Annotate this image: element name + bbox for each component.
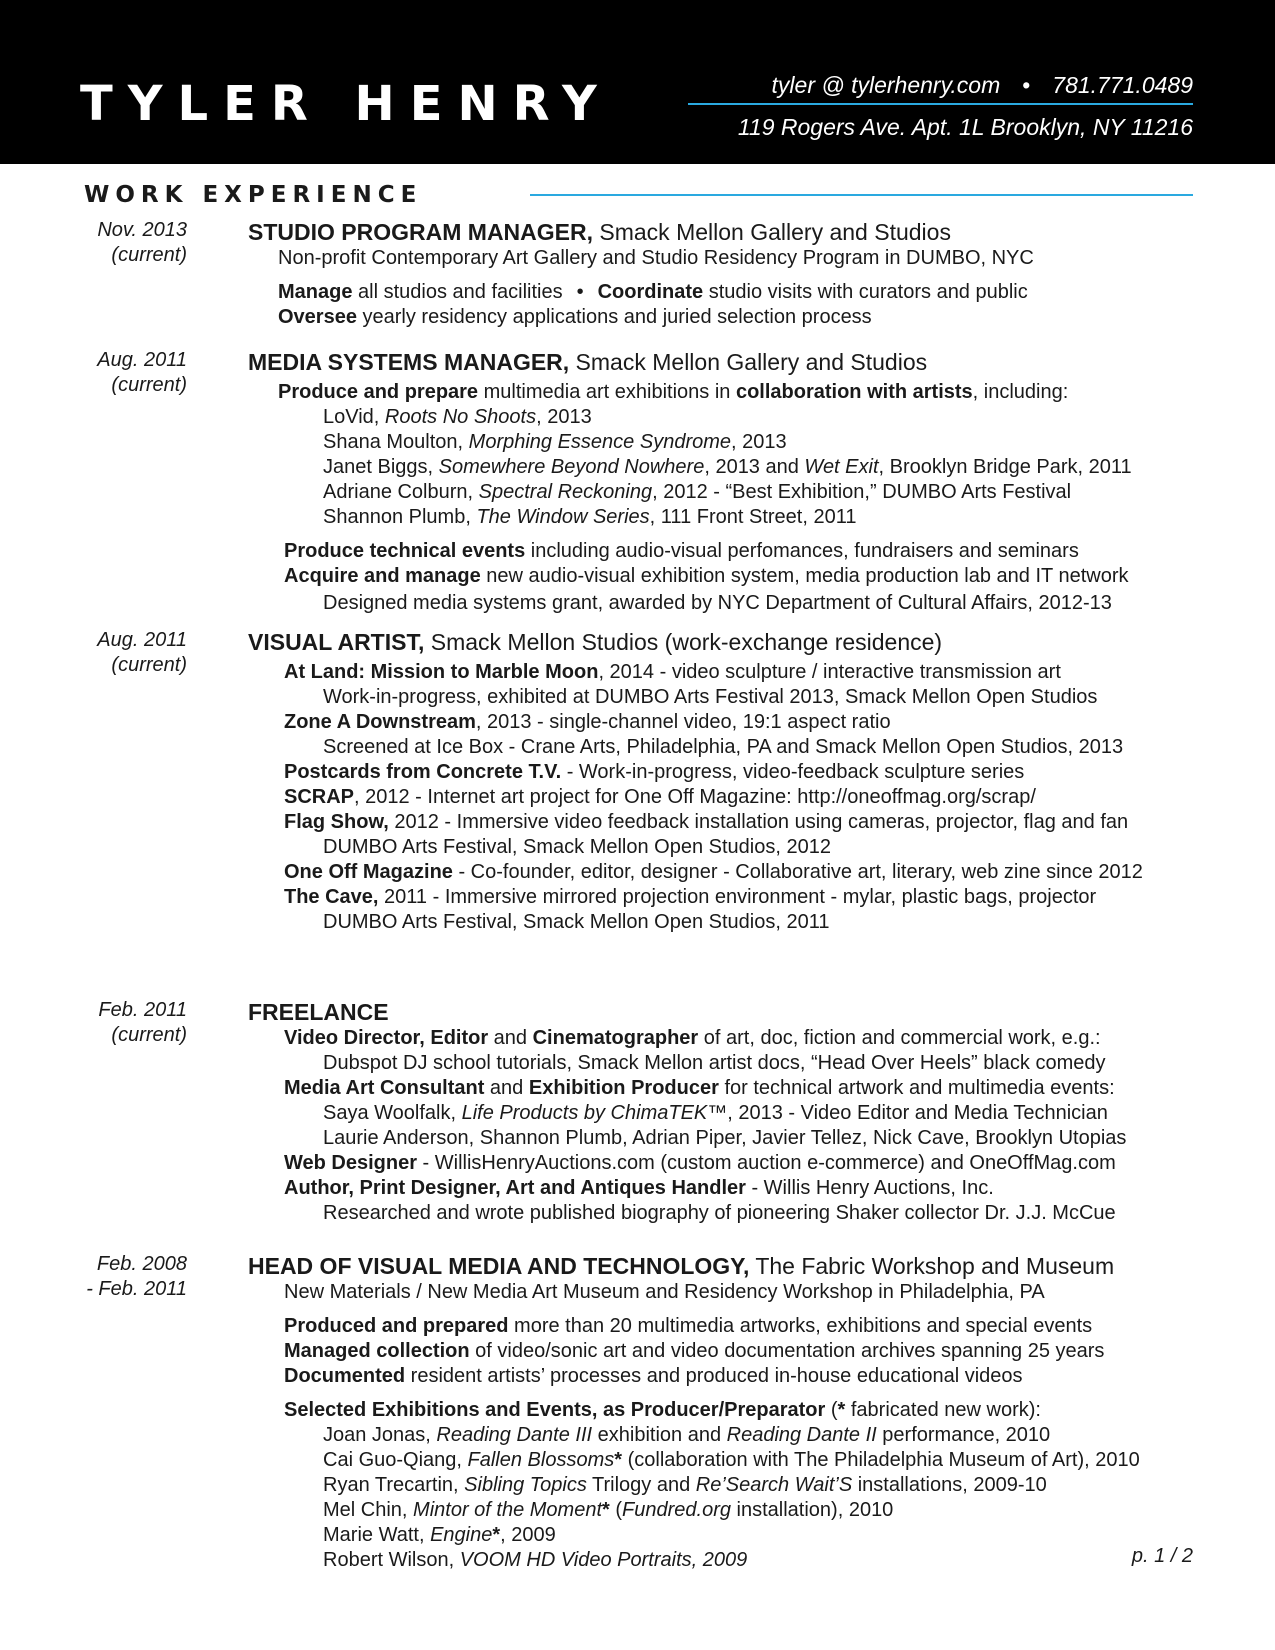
job-org: Smack Mellon Studios (work-exchange residence) (424, 629, 943, 655)
duty-subline: Laurie Anderson, Shannon Plumb, Adrian Piper, Javier Tellez, Nick Cave, Brooklyn Utopias (323, 1127, 1127, 1149)
selected-exhibitions-heading: Selected Exhibitions and Events, as Producer/Preparator (* fabricated new work): (284, 1399, 1041, 1421)
duty-subline: Designed media systems grant, awarded by NYC Department of Cultural Affairs, 2012-13 (323, 592, 1112, 614)
job-description: New Materials / New Media Art Museum and Residency Workshop in Philadelphia, PA (284, 1281, 1045, 1303)
exhibition-item: Shana Moulton, Morphing Essence Syndrome, 2013 (323, 431, 787, 453)
duty-subline: Saya Woolfalk, Life Products by ChimaTEK™, 2013 - Video Editor and Media Technician (323, 1102, 1108, 1124)
date-end: (current) (111, 654, 187, 676)
job-role: MEDIA SYSTEMS MANAGER, (248, 349, 570, 375)
header-rule (688, 103, 1193, 105)
artwork-item: Postcards from Concrete T.V. - Work-in-progress, video-feedback sculpture series (284, 761, 1025, 783)
job-role: HEAD OF VISUAL MEDIA AND TECHNOLOGY, (248, 1253, 750, 1279)
job-org: Smack Mellon Gallery and Studios (569, 349, 928, 375)
duty-line: Video Director, Editor and Cinematographer of art, doc, fiction and commercial work, e.g.: (284, 1027, 1101, 1049)
section-title: WORK EXPERIENCE (84, 182, 423, 208)
exhibition-item: Joan Jonas, Reading Dante III exhibition and Reading Dante II performance, 2010 (323, 1424, 1051, 1446)
duty-line (248, 305, 1208, 330)
duty-line: Produced and prepared more than 20 multimedia artworks, exhibitions and special events (284, 1315, 1093, 1337)
duty-subline: Researched and wrote published biography of pioneering Shaker collector Dr. J.J. McCue (323, 1202, 1116, 1224)
duty-bold: Coordinate (597, 281, 704, 303)
duty-text: multimedia art exhibitions in (478, 381, 736, 403)
exhibition-item: Robert Wilson, VOOM HD Video Portraits, 2009 (323, 1549, 748, 1571)
job-date (27, 348, 187, 398)
job-role: VISUAL ARTIST, (248, 629, 425, 655)
job-description: Non-profit Contemporary Art Gallery and Studio Residency Program in DUMBO, NYC (278, 247, 1034, 269)
duty-line (248, 280, 1208, 305)
date-start: Feb. 2011 (98, 999, 187, 1021)
job-org: The Fabric Workshop and Museum (749, 1253, 1115, 1279)
duty-text: all studios and facilities (352, 281, 563, 303)
duty-bold: Produce and prepare (278, 381, 479, 403)
candidate-name: TYLER HENRY (80, 76, 612, 132)
exhibition-item: Ryan Trecartin, Sibling Topics Trilogy and Re’Search Wait’S installations, 2009-10 (323, 1474, 1047, 1496)
artwork-detail: DUMBO Arts Festival, Smack Mellon Open Studios, 2012 (323, 836, 831, 858)
job-date (27, 1252, 187, 1302)
job-role: STUDIO PROGRAM MANAGER, (248, 219, 593, 245)
exhibition-item: Cai Guo-Qiang, Fallen Blossoms* (collaboration with The Philadelphia Museum of Art), 2010 (323, 1449, 1140, 1471)
duty-line: Web Designer - WillisHenryAuctions.com (custom auction e-commerce) and OneOffMag.com (284, 1152, 1116, 1174)
resume-header (0, 0, 1275, 164)
bullet: • (576, 281, 584, 303)
duty-bold: Oversee (278, 306, 357, 328)
exhibition-item: Janet Biggs, Somewhere Beyond Nowhere, 2013 and Wet Exit, Brooklyn Bridge Park, 2011 (323, 456, 1132, 478)
section-rule (530, 194, 1193, 196)
artwork-item: Flag Show, 2012 - Immersive video feedback installation using cameras, projector, flag and fan (284, 811, 1129, 833)
date-end: (current) (111, 1024, 187, 1046)
artwork-detail: Work-in-progress, exhibited at DUMBO Arts Festival 2013, Smack Mellon Open Studios (323, 686, 1098, 708)
duty-line: Author, Print Designer, Art and Antiques Handler - Willis Henry Auctions, Inc. (284, 1177, 994, 1199)
duty-line: Acquire and manage new audio-visual exhibition system, media production lab and IT network (284, 565, 1129, 587)
duty-bold: collaboration with artists (735, 381, 973, 403)
job-date (27, 628, 187, 678)
date-start: Feb. 2008 (96, 1253, 187, 1275)
page-number: p. 1 / 2 (1131, 1545, 1193, 1567)
job-body (248, 218, 1208, 330)
date-start: Aug. 2011 (97, 629, 187, 651)
date-end: (current) (111, 244, 187, 266)
artwork-item: SCRAP, 2012 - Internet art project for One Off Magazine: http://oneoffmag.org/scrap/ (284, 786, 1036, 808)
date-end: - Feb. 2011 (86, 1278, 187, 1300)
artwork-item: The Cave, 2011 - Immersive mirrored projection environment - mylar, plastic bags, projector (284, 886, 1097, 908)
job-date (27, 218, 187, 268)
separator-dot: • (1022, 72, 1031, 98)
artwork-detail: Screened at Ice Box - Crane Arts, Philadelphia, PA and Smack Mellon Open Studios, 2013 (323, 736, 1124, 758)
job-title (248, 628, 1208, 656)
job-date (27, 998, 187, 1048)
duty-line: Produce technical events including audio-visual perfomances, fundraisers and seminars (284, 540, 1079, 562)
artwork-item: At Land: Mission to Marble Moon, 2014 - video sculpture / interactive transmission art (284, 661, 1061, 683)
exhibition-item: Adriane Colburn, Spectral Reckoning, 2012 - “Best Exhibition,” DUMBO Arts Festival (323, 481, 1072, 503)
duty-text: studio visits with curators and public (703, 281, 1028, 303)
job-org: Smack Mellon Gallery and Studios (593, 219, 951, 245)
artwork-item: One Off Magazine - Co-founder, editor, designer - Collaborative art, literary, web zine since 2012 (284, 861, 1143, 883)
duty-text: , including: (972, 381, 1069, 403)
job-body (248, 998, 1208, 1226)
duty-subline: Dubspot DJ school tutorials, Smack Mellon artist docs, “Head Over Heels” black comedy (323, 1052, 1106, 1074)
duty-line: Documented resident artists’ processes and produced in-house educational videos (284, 1365, 1023, 1387)
duty-line: Managed collection of video/sonic art and video documentation archives spanning 25 years (284, 1340, 1105, 1362)
job-body (248, 348, 1208, 616)
job-role: FREELANCE (248, 999, 389, 1025)
date-start: Nov. 2013 (97, 219, 187, 241)
contact-line (772, 70, 1193, 100)
job-title (248, 998, 1208, 1026)
job-title (248, 1252, 1208, 1280)
artwork-detail: DUMBO Arts Festival, Smack Mellon Open Studios, 2011 (323, 911, 830, 933)
address: 119 Rogers Ave. Apt. 1L Brooklyn, NY 11216 (737, 114, 1193, 140)
date-end: (current) (111, 374, 187, 396)
duty-text: yearly residency applications and juried selection process (356, 306, 872, 328)
job-title (248, 348, 1208, 376)
artwork-item: Zone A Downstream, 2013 - single-channel video, 19:1 aspect ratio (284, 711, 891, 733)
exhibition-item: LoVid, Roots No Shoots, 2013 (323, 406, 592, 428)
duty-line (248, 380, 1208, 405)
exhibition-item: Marie Watt, Engine*, 2009 (323, 1524, 556, 1546)
job-body (248, 628, 1208, 935)
job-title (248, 218, 1208, 246)
email[interactable]: tyler @ tylerhenry.com (771, 72, 1001, 98)
date-start: Aug. 2011 (97, 349, 187, 371)
exhibition-item: Shannon Plumb, The Window Series, 111 Front Street, 2011 (323, 506, 857, 528)
duty-line: Media Art Consultant and Exhibition Producer for technical artwork and multimedia events: (284, 1077, 1115, 1099)
duty-bold: Manage (278, 281, 353, 303)
job-body (248, 1252, 1208, 1573)
exhibition-item: Mel Chin, Mintor of the Moment* (Fundred.org installation), 2010 (323, 1499, 894, 1521)
phone[interactable]: 781.771.0489 (1052, 72, 1193, 98)
